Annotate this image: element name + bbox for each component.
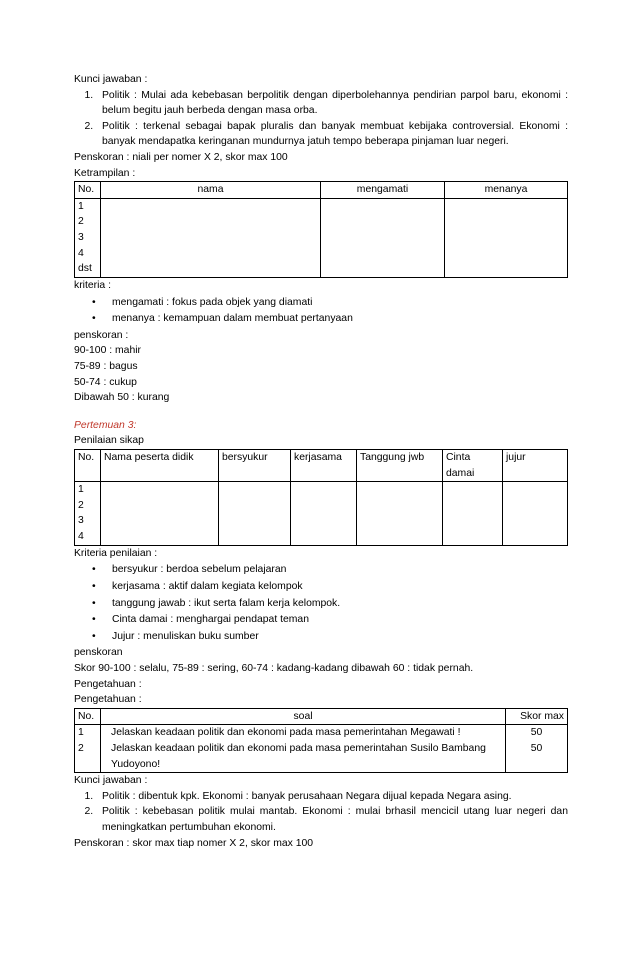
- col-cinta-damai-header: Cinta damai: [443, 450, 503, 482]
- col-menanya-header: menanya: [445, 182, 568, 199]
- kriteria-item: • tanggung jawab : ikut serta falam kerja kelompok.: [74, 596, 568, 612]
- score-line: 50-74 : cukup: [74, 376, 137, 388]
- penskoran-label: penskoran :: [74, 329, 129, 341]
- section-gap: [74, 406, 568, 418]
- answer-item: 2. Politik : terkenal sebagai bapak pluralis dan banyak membuat kebijaka controversial. Ekonomi : banyak mendapatka keringanan mundurnya jatuh tempo beberapa pinjaman luar negeri.: [96, 119, 568, 150]
- kriteria-item: • kerjasama : aktif dalam kegiata kelompok: [74, 579, 568, 595]
- kerjasama-cell: [291, 482, 357, 545]
- penskoran-label: penskoran: [74, 647, 123, 659]
- pengetahuan-title: Pengetahuan :: [74, 678, 142, 690]
- soal-table: [74, 708, 568, 773]
- kriteria-list-1: [74, 295, 568, 327]
- row-numbers-cell: 1 2 3 4 dst: [75, 198, 101, 277]
- table-header-row: [75, 182, 568, 199]
- menanya-cell: [445, 198, 568, 277]
- kriteria-title: kriteria :: [74, 279, 111, 291]
- col-soal-header: soal: [101, 708, 506, 725]
- kriteria-item: • Cinta damai : menghargai pendapat teman: [74, 612, 568, 628]
- ketrampilan-title: Ketrampilan :: [74, 167, 136, 179]
- answer-list-1: [96, 88, 568, 150]
- pertemuan-heading: Pertemuan 3:: [74, 419, 137, 431]
- sikap-table: [74, 449, 568, 546]
- kriteria-item: • Jujur : menuliskan buku sumber: [74, 629, 568, 645]
- table-row: [75, 482, 568, 545]
- table-row: [75, 198, 568, 277]
- penilaian-title: Penilaian sikap: [74, 435, 144, 447]
- penskoran-text: Penskoran : niali per nomer X 2, skor max 100: [74, 152, 288, 164]
- table-header-row: [75, 450, 568, 482]
- col-bersyukur-header: bersyukur: [219, 450, 291, 482]
- answer-list-2: [96, 789, 568, 836]
- bersyukur-cell: [219, 482, 291, 545]
- jujur-cell: [503, 482, 568, 545]
- cinta-damai-cell: [443, 482, 503, 545]
- col-tanggung-jwb-header: Tanggung jwb: [357, 450, 443, 482]
- row-numbers-cell: 1 2: [75, 725, 101, 773]
- col-kerjasama-header: kerjasama: [291, 450, 357, 482]
- col-jujur-header: jujur: [503, 450, 568, 482]
- answer-item: 2. Politik : kebebasan politik mulai mantab. Ekonomi : mulai brhasil mencicil utang luar negeri dan meningkatkan pertumbuhan ekonomi.: [96, 804, 568, 835]
- tanggung-jwb-cell: [357, 482, 443, 545]
- mengamati-cell: [321, 198, 445, 277]
- col-no-header: No.: [75, 708, 101, 725]
- col-nama-header: Nama peserta didik: [101, 450, 219, 482]
- pengetahuan-title: Pengetahuan :: [74, 694, 142, 706]
- document-content: [74, 72, 568, 851]
- score-line: 75-89 : bagus: [74, 360, 138, 372]
- row-numbers-cell: 1 2 3 4: [75, 482, 101, 545]
- penskoran-final: Penskoran : skor max tiap nomer X 2, skor max 100: [74, 837, 314, 849]
- nama-cell: [101, 198, 321, 277]
- soal-cell: Jelaskan keadaan politik dan ekonomi pada masa pemerintahan Megawati ! Jelaskan keadaan politik dan ekonomi pada masa pemerintahan Susilo Bambang Yudoyono!: [101, 725, 506, 773]
- kriteria-item: • menanya : kemampuan dalam membuat pertanyaan: [74, 311, 568, 327]
- col-mengamati-header: mengamati: [321, 182, 445, 199]
- score-line: Dibawah 50 : kurang: [74, 392, 170, 404]
- kriteria-item: • bersyukur : berdoa sebelum pelajaran: [74, 562, 568, 578]
- table-header-row: [75, 708, 568, 725]
- answer-item: 1. Politik : Mulai ada kebebasan berpolitik dengan diperbolehannya pendirian parpol baru, ekonomi : belum begitu jauh berbeda dengan masa orba.: [96, 88, 568, 119]
- answer-item: 1. Politik : dibentuk kpk. Ekonomi : banyak perusahaan Negara dijual kepada Negara asing.: [96, 789, 568, 805]
- col-nama-header: nama: [101, 182, 321, 199]
- kunci-jawaban-title: Kunci jawaban :: [74, 775, 148, 787]
- col-no-header: No.: [75, 450, 101, 482]
- ketrampilan-table: [74, 181, 568, 278]
- kriteria-list-2: [74, 562, 568, 644]
- col-no-header: No.: [75, 182, 101, 199]
- col-skor-header: Skor max: [506, 708, 568, 725]
- kunci-jawaban-title: Kunci jawaban :: [74, 74, 148, 85]
- table-row: [75, 725, 568, 773]
- kriteria-title: Kriteria penilaian :: [74, 547, 158, 559]
- nama-cell: [101, 482, 219, 545]
- skor-cell: 50 50: [506, 725, 568, 773]
- kriteria-item: • mengamati : fokus pada objek yang diamati: [74, 295, 568, 311]
- skor-line: Skor 90-100 : selalu, 75-89 : sering, 60-74 : kadang-kadang dibawah 60 : tidak pernah.: [74, 662, 474, 674]
- score-line: 90-100 : mahir: [74, 345, 141, 357]
